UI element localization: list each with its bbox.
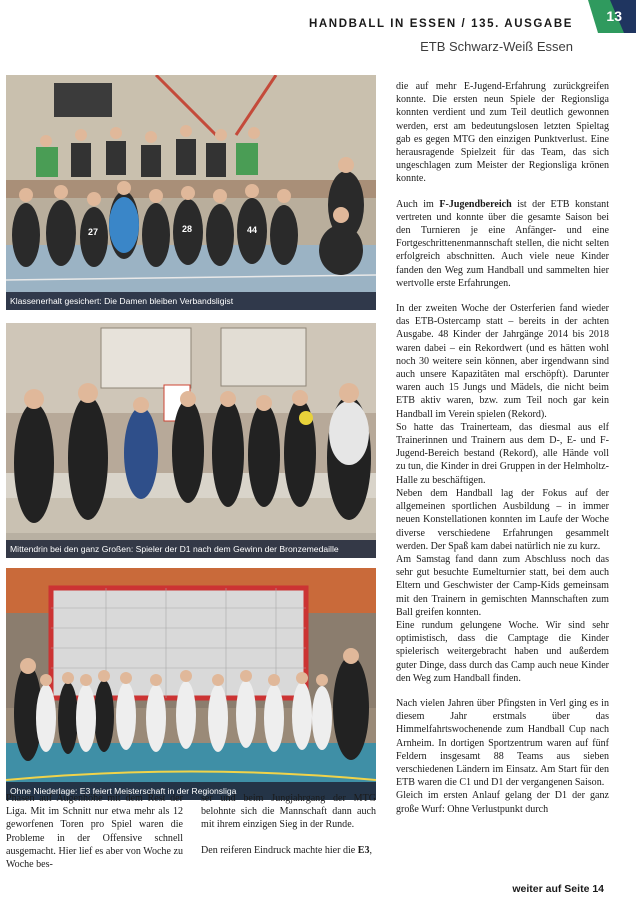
article-paragraph (201, 844, 376, 857)
article-paragraph: Gleich im ersten Anlauf gelang der D1 der ganz große Wurf: Ohne Verlustpunkt durch (396, 790, 609, 815)
article-paragraph: Neben dem Handball lag der Fokus auf der allgemeinen sportlichen Ausbildung – in immer neuen Konstellationen konnten im Laufe der Woche diverse verschiedene Erfahrungen gesammelt werden. Der Spaß kam dabei natürlich nie zu kurz. (396, 487, 609, 552)
d1-team-image (6, 323, 376, 558)
article-paragraph: Phasen auf Augenhöhe mit dem Rest der Liga. Mit im Schnitt nur etwa mehr als 12 geworfenen Toren pro Spiel waren die Probleme in der Offensive schnell ausgemacht. Hier lief es aber von Woche zu Woche bes- (6, 793, 183, 871)
photo-caption: Klassenerhalt gesichert: Die Damen bleiben Verbandsligist (6, 292, 376, 310)
article-paragraph: So hatte das Trainerteam, das diesmal aus elf Trainerinnen und Trainern aus dem D-, E- und F-Jugend-Bereich bestand (Rekord), alle Hände voll zu tun, die Kinder in drei Gruppen in der Helmholtz-Halle zu beschäftigen. (396, 421, 609, 486)
e3-team-image (6, 568, 376, 800)
bold-term: F-Jugendbereich (439, 198, 512, 210)
photo-d1-team (6, 323, 376, 558)
svg-text:28: 28 (182, 224, 193, 234)
women-team-image (6, 75, 376, 310)
bold-term: E3 (357, 844, 370, 856)
photo-e3-team (6, 568, 376, 800)
continued-on-page-note: weiter auf Seite 14 (512, 883, 604, 895)
photo-caption: Ohne Niederlage: E3 feiert Meisterschaft in der Regionsliga (6, 782, 376, 800)
article-column-right (396, 80, 609, 816)
article-paragraph (396, 198, 609, 290)
page-number-tab (588, 0, 636, 33)
article-paragraph: Nach vielen Jahren über Pfingsten in Verl ging es in diesem Jahr erstmals über das Himmelfahrtswochenende zum Handball Cup nach Arnheim. In dortigen Sportzentrum waren auf fünf Feldern insgesamt 88 Teams aus sieben verschiedenen Ländern im Einsatz. Am Start für den ETB waren die C1 und D1 der vergangenen Saison. (396, 697, 609, 789)
article-paragraph: die auf mehr E-Jugend-Erfahrung zurückgreifen konnte. Die ersten neun Spiele der Regionsliga konnten verdient und zum Teil deutlich gewonnen werden, erst am bedeutungslosen letzten Spieltag gab es gegen MTG den einzigen Punktverlust. Eine herausragende Spielzeit für das Team, das sich ungeschlagen zum Meister der Regionsliga krönen konnte. (396, 81, 609, 185)
article-column-bottom-2 (201, 792, 376, 857)
photo-women-team (6, 75, 376, 310)
text-run: Auch im (396, 198, 440, 210)
text-run: ist der ETB konstant vertreten und konnte über die gesamte Saison bei den Turnieren je eine Anfänger- und eine Fortgeschrittenenmannschaft stellen, die nicht selten erfolgreich abschnitten. Auch viele neue Kinder fanden den Weg zum Handball und sammelten hier wertvolle erste Erfahrungen. (396, 198, 609, 289)
text-run: , (369, 844, 373, 856)
club-name: ETB Schwarz-Weiß Essen (420, 39, 573, 54)
svg-text:27: 27 (88, 227, 99, 237)
article-paragraph: ser und beim Jungjahrgang der MTG belohnte sich die Mannschaft dann auch mit ihrem einzigen Sieg in der Runde. (201, 793, 376, 831)
svg-text:44: 44 (247, 225, 258, 235)
article-column-bottom-1 (6, 792, 183, 871)
article-paragraph: Am Samstag fand dann zum Abschluss noch das sehr gut besuchte Eumelturnier statt, bei dem auch Eltern und Geschwister der Camp-Kids gemeinsam mit den Trainern in gemischten Mannschaften zum Ball greifen konnten. (396, 553, 609, 618)
article-paragraph: Eine rundum gelungene Woche. Wir sind sehr optimistisch, dass die Camptage die Kinder spielerisch weitergebracht haben und außerdem guter Dinge, dass durch das Camp auch neue Kinder den Weg zum Handball finden. (396, 619, 609, 684)
page-number: 13 (606, 8, 622, 24)
text-run: Den reiferen Eindruck machte hier die (201, 844, 358, 856)
photo-caption: Mittendrin bei den ganz Großen: Spieler der D1 nach dem Gewinn der Bronzemedaille (6, 540, 376, 558)
magazine-header-title: HANDBALL IN ESSEN / 135. AUSGABE (309, 18, 573, 30)
article-paragraph: In der zweiten Woche der Osterferien fand wieder das ETB-Ostercamp statt – bereits in der achten Ausgabe. 48 Kinder der Jahrgänge 2014 bis 2018 waren dabei – ein Rekordwert (und es hätten wohl noch 30 weitere sein können, aber irgendwann sind auch unsere Kapazitäten mal erschöpft). Darunter waren auch 15 Jungs und Mädels, die nicht beim ETB aktiv waren, bzw. zum Teil noch gar kein Handball im Verein spielen (Rekord). (396, 303, 609, 420)
